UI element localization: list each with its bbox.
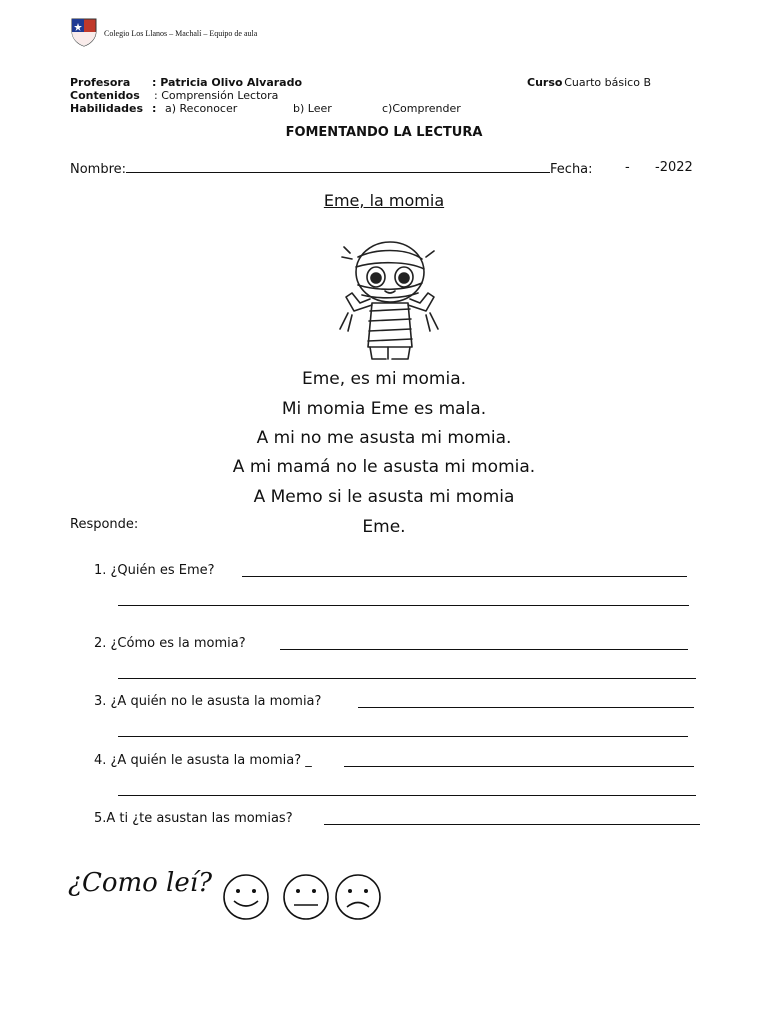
sad-face-icon[interactable] [332, 874, 384, 920]
answer-line-4a[interactable] [344, 766, 694, 767]
answer-line-1a[interactable] [242, 576, 687, 577]
answer-line-3a[interactable] [358, 707, 694, 708]
story-line: A mi mamá no le asusta mi momia. [232, 457, 536, 477]
question-2: 2. ¿Cómo es la momia? [94, 636, 246, 651]
answer-line-5a[interactable] [324, 824, 700, 825]
skill-comprender: c)Comprender [382, 102, 461, 115]
contenidos-label: Contenidos [70, 89, 140, 102]
answer-line-2b[interactable] [118, 678, 696, 679]
habilidades-colon: : [152, 102, 157, 115]
self-eval-label: ¿Como leí? [68, 868, 213, 898]
habilidades-label: Habilidades [70, 102, 143, 115]
worksheet-title: FOMENTANDO LA LECTURA [285, 125, 483, 140]
contenidos-value: : Comprensión Lectora [154, 89, 279, 102]
curso-value: : Cuarto básico B [557, 76, 651, 89]
story-line: A Memo si le asusta mi momia [253, 487, 515, 507]
fecha-year: -2022 [655, 160, 693, 175]
fecha-label: Fecha: [550, 162, 593, 177]
neutral-face-icon[interactable] [280, 874, 332, 920]
profesora-value: : Patricia Olivo Alvarado [152, 76, 303, 89]
question-1: 1. ¿Quién es Eme? [94, 563, 215, 578]
nombre-label: Nombre: [70, 162, 127, 177]
answer-line-1b[interactable] [118, 605, 689, 606]
skill-leer: b) Leer [293, 102, 332, 115]
curso-label: Curso [527, 76, 563, 89]
mummy-illustration [330, 237, 450, 362]
question-4: 4. ¿A quién le asusta la momia? _ [94, 753, 312, 768]
story-title: Eme, la momia [323, 191, 445, 210]
story-line: Eme. [362, 517, 406, 537]
name-date-row [70, 160, 698, 177]
question-3: 3. ¿A quién no le asusta la momia? [94, 694, 322, 709]
nombre-input-line[interactable] [126, 160, 550, 173]
story-line: Eme, es mi momia. [301, 369, 467, 389]
answer-line-2a[interactable] [280, 649, 688, 650]
school-crest-icon [70, 17, 98, 47]
profesora-label: Profesora [70, 76, 131, 89]
skill-reconocer: a) Reconocer [165, 102, 238, 115]
story-line: A mi no me asusta mi momia. [256, 428, 512, 448]
fecha-dash: - [625, 160, 630, 175]
story-line: Mi momia Eme es mala. [281, 399, 487, 419]
responde-label: Responde: [70, 517, 139, 532]
happy-face-icon[interactable] [220, 874, 272, 920]
answer-line-3b[interactable] [118, 736, 688, 737]
school-name: Colegio Los Llanos – Machalí – Equipo de aula [104, 29, 258, 38]
answer-line-4b[interactable] [118, 795, 696, 796]
question-5: 5.A ti ¿te asustan las momias? [94, 811, 293, 826]
